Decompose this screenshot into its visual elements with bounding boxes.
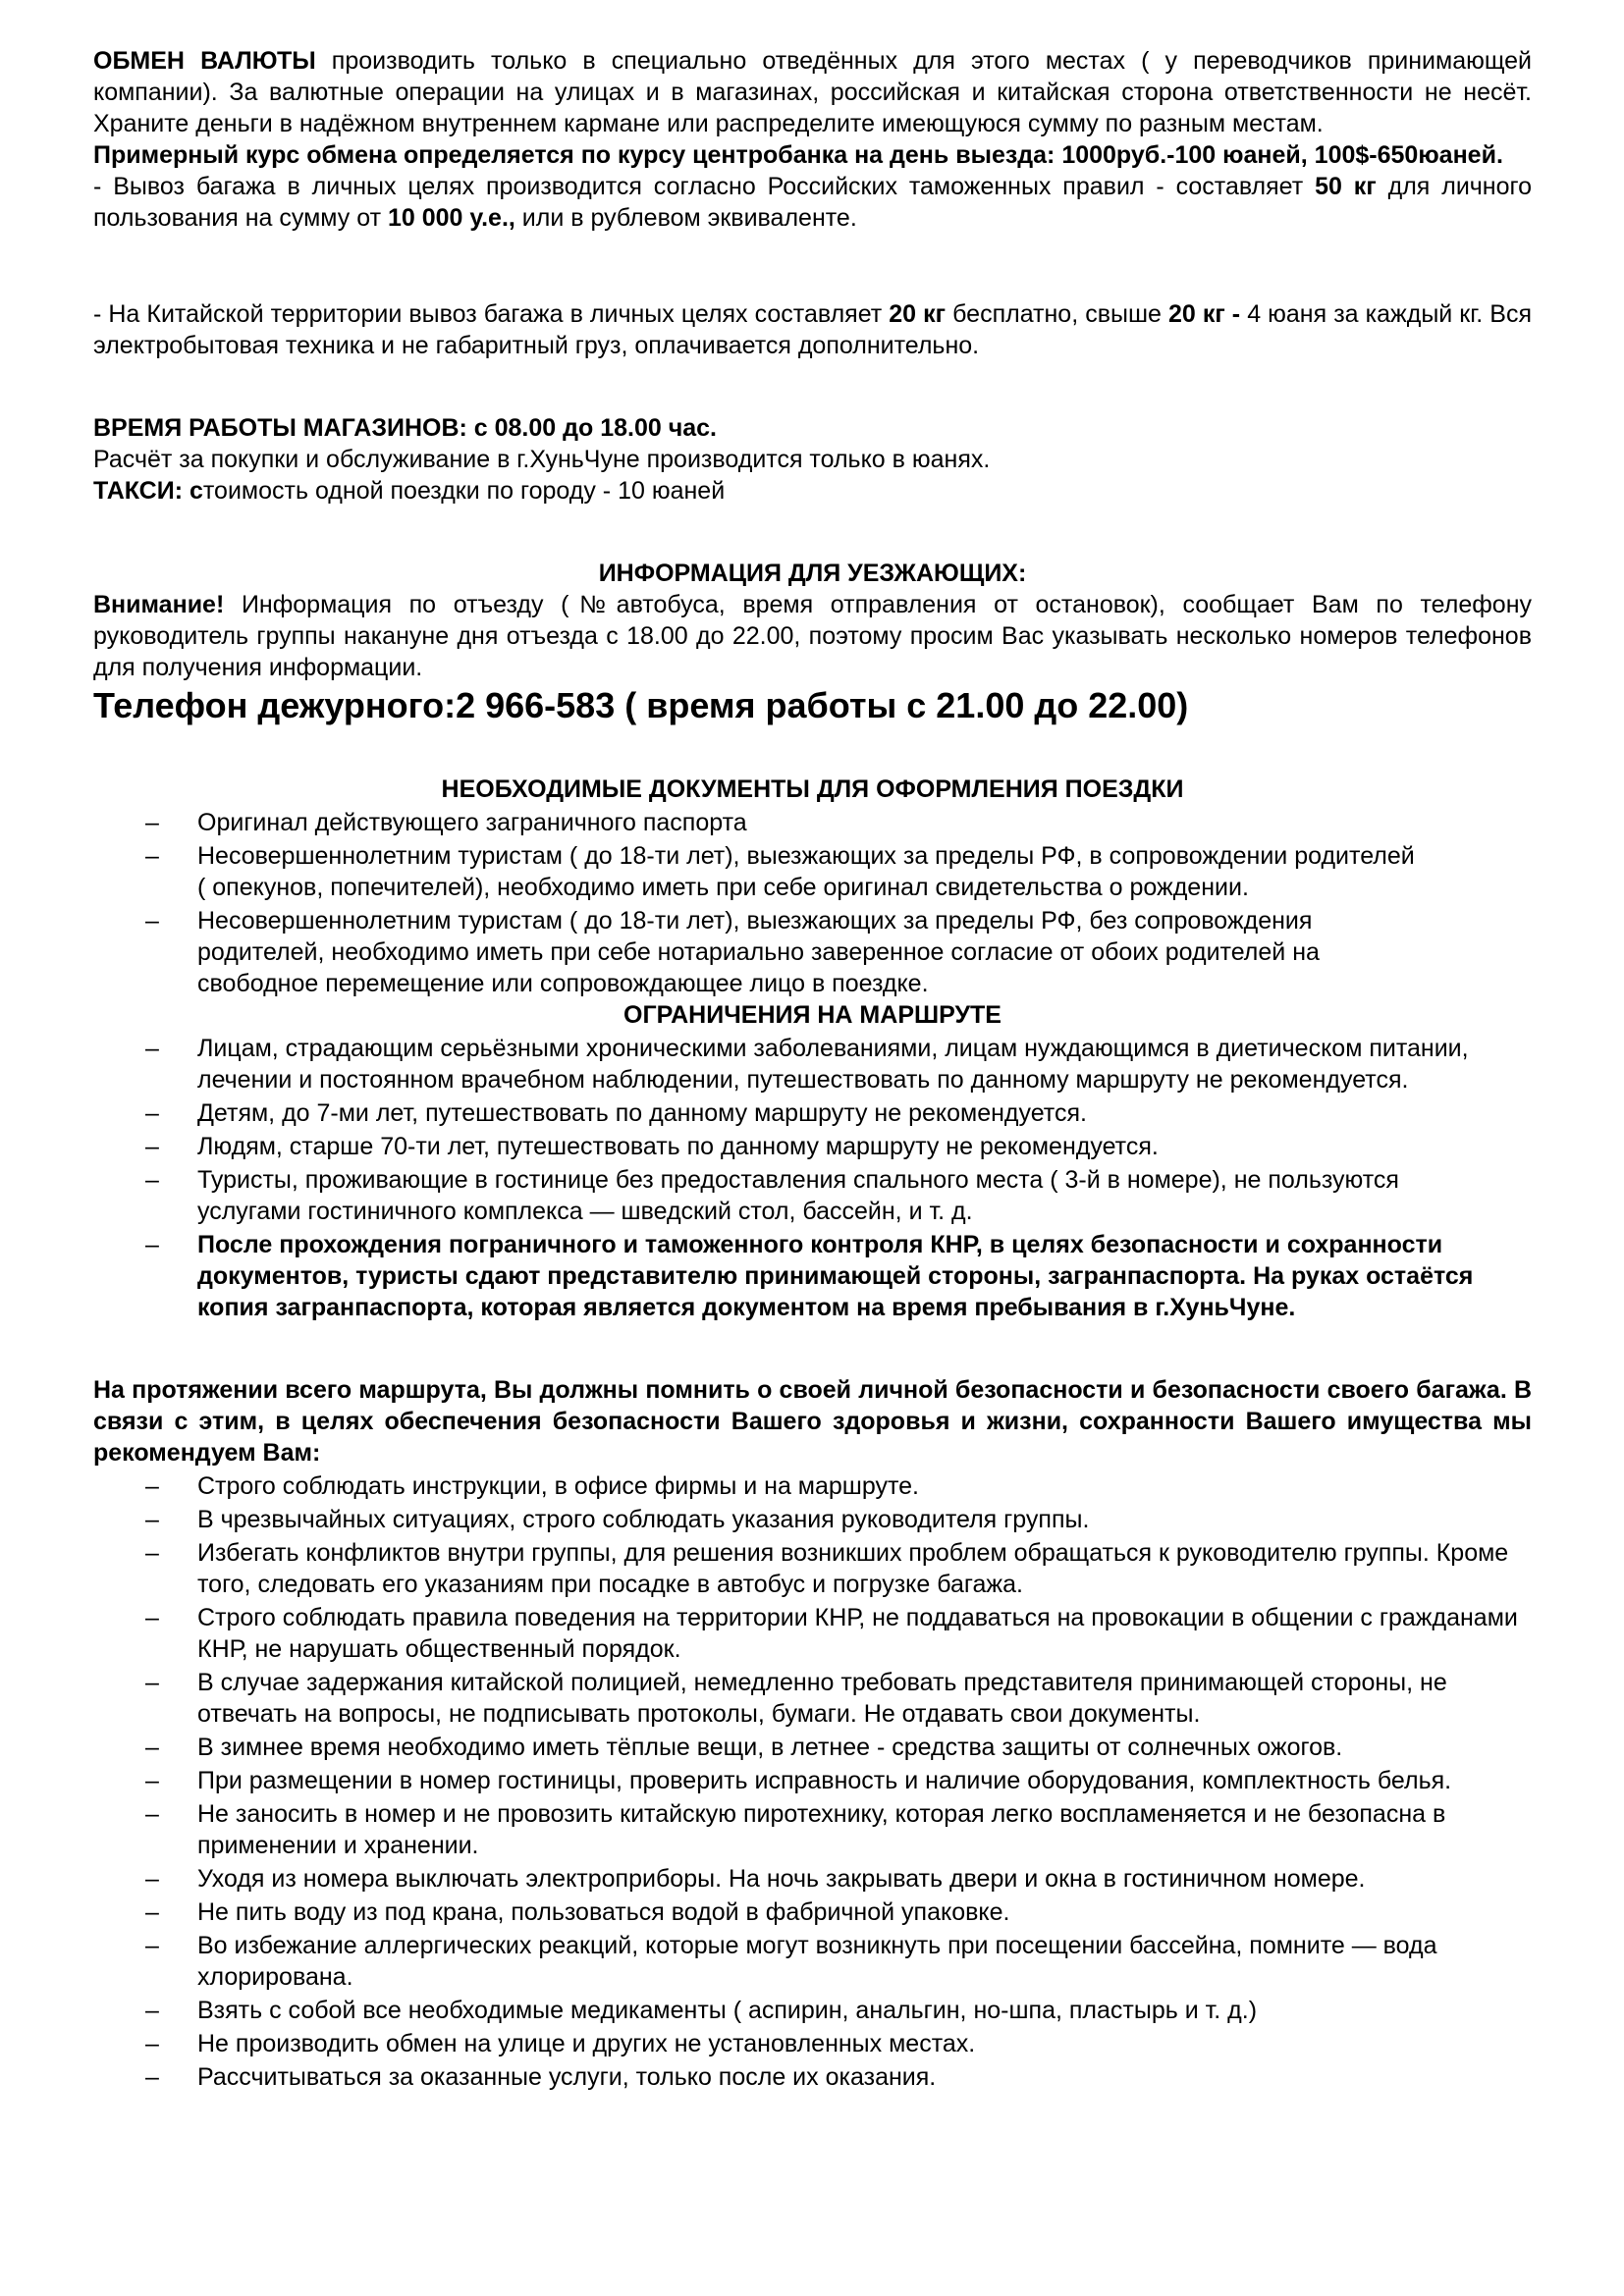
list-item: – Взять с собой все необходимые медикаменты ( аспирин, анальгин, но-шпа, пластырь и т. д.) xyxy=(93,1995,1532,2026)
list-item: – Строго соблюдать инструкции, в офисе фирмы и на маршруте. xyxy=(93,1470,1532,1502)
taxi-line xyxy=(93,475,1532,507)
safety-intro-paragraph: На протяжении всего маршрута, Вы должны помнить о своей личной безопасности и безопасности своего багажа. В связи с этим, в целях обеспечения безопасности Вашего здоровья и жизни, сохранности Вашего имущества мы рекомендуем Вам: xyxy=(93,1376,1532,1467)
list-item: – Уходя из номера выключать электроприборы. На ночь закрывать двери и окна в гостиничном номере. xyxy=(93,1863,1532,1895)
list-item: – Рассчитываться за оказанные услуги, только после их оказания. xyxy=(93,2061,1532,2093)
safety-list xyxy=(93,1470,1532,2093)
baggage-cn-weight-free: 20 кг xyxy=(889,300,947,328)
attention-body: Информация по отъезду (№автобуса, время отправления от остановок), сообщает Вам по телефону руководитель группы накануне дня отъезда с 18.00 до 22.00, поэтому просим Вас указывать несколько номеров телефонов для получения информации. xyxy=(93,591,1533,681)
attention-paragraph xyxy=(93,589,1532,683)
list-item: – При размещении в номер гостиницы, проверить исправность и наличие оборудования, комплектность белья. xyxy=(93,1765,1532,1796)
exchange-rate-paragraph xyxy=(93,139,1532,171)
exchange-rate-line2: 650юаней. xyxy=(1377,141,1503,169)
departures-heading: ИНФОРМАЦИЯ ДЛЯ УЕЗЖАЮЩИХ: xyxy=(598,560,1027,587)
list-item: – Избегать конфликтов внутри группы, для решения возникших проблем обращаться к руководителю группы. Кроме того, следовать его указаниям при посадке в автобус и погрузке багажа. xyxy=(93,1537,1532,1600)
taxi-fare: тоимость одной поездки по городу - 10 юаней xyxy=(202,477,726,505)
list-item: – Не заносить в номер и не провозить китайскую пиротехнику, которая легко воспламеняется и не безопасна в применении и хранении. xyxy=(93,1798,1532,1861)
baggage-cn-text3: 4 юаня за каждый кг. Вся электробытовая техника и не габаритный груз, оплачивается дополнительно. xyxy=(93,300,1533,359)
list-item: – Несовершеннолетним туристам ( до 18-ти лет), выезжающих за пределы РФ, без сопровождения родителей, необходимо иметь при себе нотариально заверенное согласие от обоих родителей на свободное перемещение или сопровождающее лицо в поездке. xyxy=(93,905,1420,999)
list-item: – В чрезвычайных ситуациях, строго соблюдать указания руководителя группы. xyxy=(93,1504,1532,1535)
baggage-cn-paragraph xyxy=(93,298,1532,361)
attention-lead: Внимание! xyxy=(93,591,242,618)
currency-exchange-paragraph xyxy=(93,45,1532,139)
baggage-cn-text2: бесплатно, свыше xyxy=(946,300,1168,328)
baggage-cn-weight-over: 20 кг - xyxy=(1167,300,1241,328)
list-item: – В случае задержания китайской полицией, немедленно требовать представителя принимающей стороны, не отвечать на вопросы, не подписывать протоколы, бумаги. Не отдавать свои документы. xyxy=(93,1667,1532,1730)
currency-exchange-lead: ОБМЕН ВАЛЮТЫ xyxy=(93,47,332,75)
list-item: – Строго соблюдать правила поведения на территории КНР, не поддаваться на провокации в общении с гражданами КНР, не нарушать общественный порядок. xyxy=(93,1602,1532,1665)
list-item: – Несовершеннолетним туристам ( до 18-ти лет), выезжающих за пределы РФ, в сопровождении родителей ( опекунов, попечителей), необходимо иметь при себе оригинал свидетельства о рождении. xyxy=(93,840,1420,903)
restrictions-heading: ОГРАНИЧЕНИЯ НА МАРШРУТЕ xyxy=(623,1001,1001,1029)
baggage-ru-text2: для личного пользования на сумму от xyxy=(93,173,1532,232)
baggage-cn-text: - На Китайской территории вывоз багажа в личных целях составляет xyxy=(93,300,890,328)
currency-exchange-body: производить только в специально отведённых для этого местах ( у переводчиков принимающей компании). За валютные операции на улицах и в магазинах, российская и китайская сторона ответственности не несёт. Храните деньги в надёжном внутреннем кармане или распределите имеющуюся сумму по разным местам. xyxy=(93,47,1532,137)
duty-phone-heading: Телефон дежурного:2 966-583 ( время работы с 21.00 до 22.00) xyxy=(93,685,1189,725)
payment-line: Расчёт за покупки и обслуживание в г.ХуньЧуне производится только в юанях. xyxy=(93,446,991,473)
list-item: – Туристы, проживающие в гостинице без предоставления спального места ( 3-й в номере), не пользуются услугами гостиничного комплекса — шведский стол, бассейн, и т. д. xyxy=(93,1164,1474,1227)
list-item: – Не производить обмен на улице и других не установленных местах. xyxy=(93,2028,1532,2059)
shop-hours-line: ВРЕМЯ РАБОТЫ МАГАЗИНОВ: с 08.00 до 18.00 час. xyxy=(93,414,717,442)
list-item: – Людям, старше 70-ти лет, путешествовать по данному маршруту не рекомендуется. xyxy=(93,1131,1474,1162)
list-item: – Во избежание аллергических реакций, которые могут возникнуть при посещении бассейна, помните — вода хлорирована. xyxy=(93,1930,1532,1993)
baggage-ru-weight: 50 кг xyxy=(1315,173,1377,200)
list-item: – Лицам, страдающим серьёзными хроническими заболеваниями, лицам нуждающимся в диетическом питании, лечении и постоянном врачебном наблюдении, путешествовать по данному маршруту не рекомендуется. xyxy=(93,1033,1474,1095)
baggage-ru-text3: или в рублевом эквиваленте. xyxy=(514,204,857,232)
documents-list xyxy=(93,807,1532,999)
restrictions-list xyxy=(93,1033,1532,1323)
list-item: – Детям, до 7-ми лет, путешествовать по данному маршруту не рекомендуется. xyxy=(93,1097,1474,1129)
taxi-label: ТАКСИ: с xyxy=(93,477,203,505)
baggage-ru-sum: 10 000 у.е., xyxy=(387,204,515,232)
exchange-rate-line1: Примерный курс обмена определяется по курсу центробанка на день выезда: 1000руб.-100 юаней, 100$- xyxy=(93,141,1378,169)
list-item: – В зимнее время необходимо иметь тёплые вещи, в летнее - средства защиты от солнечных ожогов. xyxy=(93,1732,1532,1763)
list-item: – Оригинал действующего заграничного паспорта xyxy=(93,807,1420,838)
baggage-ru-paragraph xyxy=(93,171,1532,234)
documents-heading: НЕОБХОДИМЫЕ ДОКУМЕНТЫ ДЛЯ ОФОРМЛЕНИЯ ПОЕЗДКИ xyxy=(441,775,1184,803)
baggage-ru-text: - Вывоз багажа в личных целях производится согласно Российских таможенных правил - составляет xyxy=(93,173,1316,200)
list-item-passport-rule: – После прохождения пограничного и таможенного контроля КНР, в целях безопасности и сохранности документов, туристы сдают представителю принимающей стороны, загранпаспорта. На руках остаётся копия загранпаспорта, которая является документом на время пребывания в г.ХуньЧуне. xyxy=(93,1229,1474,1323)
list-item: – Не пить воду из под крана, пользоваться водой в фабричной упаковке. xyxy=(93,1896,1532,1928)
